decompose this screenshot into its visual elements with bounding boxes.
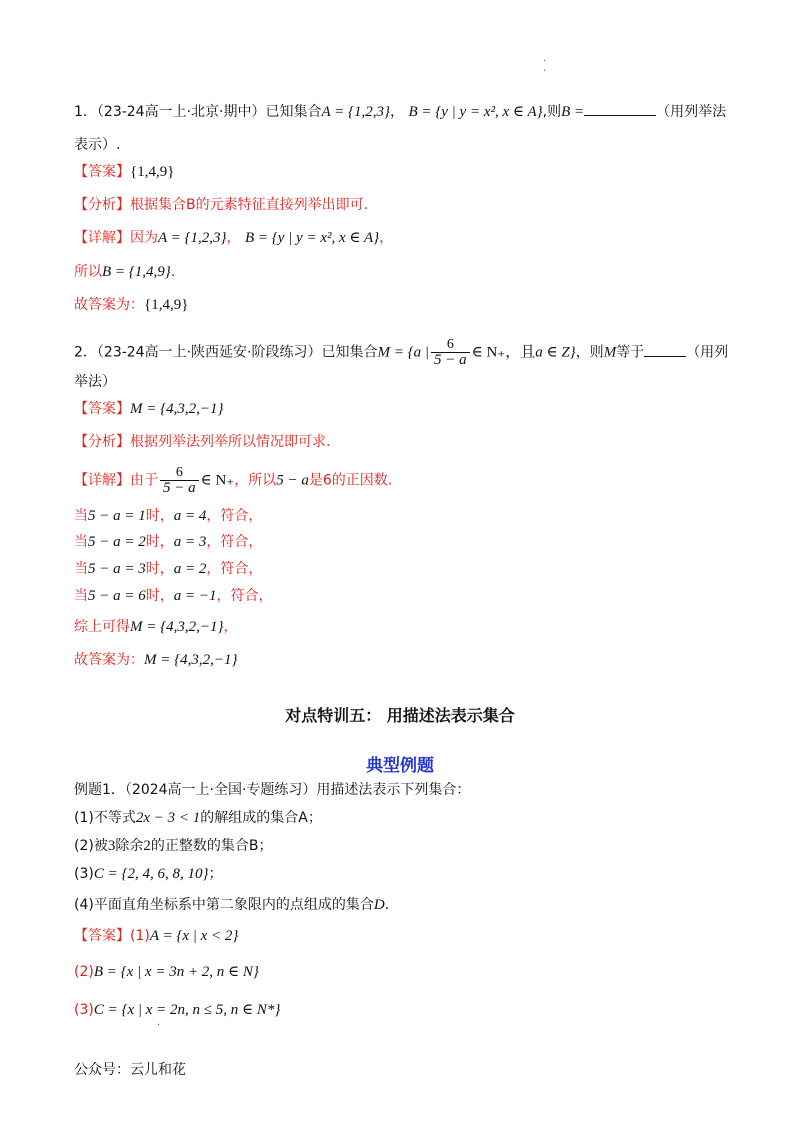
q2-case-2: 当5 − a = 2时，a = 3，符合， <box>74 534 263 550</box>
q1-analysis: 【分析】根据集合B的元素特征直接列举出即可. <box>74 197 369 213</box>
q1-final: 故答案为：{1,4,9} <box>74 297 189 313</box>
q1-stem-line2: 表示）. <box>74 137 121 153</box>
answer-blank <box>584 115 656 116</box>
q2-fraction: $\frac{6}{5 - a}$ <box>431 337 470 368</box>
footer-wechat: 公众号：云儿和花 <box>74 1062 186 1078</box>
section-title: 对点特训五： 用描述法表示集合 <box>285 706 515 725</box>
q2-case-3: 当5 − a = 3时，a = 2，符合， <box>74 561 263 577</box>
stray-dot: · <box>543 66 547 77</box>
q2-final: 故答案为：M = {4,3,2,−1} <box>74 652 238 668</box>
q2-stem-line2: 举法） <box>74 374 116 390</box>
q1-set-b: B = {y | y = x², x ∈ A} <box>408 104 543 120</box>
example-item-1: (1)不等式2x − 3 < 1的解组成的集合A； <box>74 810 322 826</box>
q1-detail: 【详解】因为A = {1,2,3}， B = {y | y = x², x ∈ A}， <box>74 230 394 246</box>
q2-detail: 【详解】由于 $\frac{6}{5 - a}$ ∈ N₊，所以5 − a是6的正因数. <box>74 465 393 496</box>
example-item-4: (4)平面直角坐标系中第二象限内的点组成的集合D． <box>74 897 399 913</box>
q1-so: 所以B = {1,4,9}. <box>74 264 176 280</box>
q2-analysis: 【分析】根据列举法列举所以情况即可求. <box>74 434 331 450</box>
example-answer-1: 【答案】(1)A = {x | x < 2} <box>74 928 239 944</box>
q2-answer: 【答案】M = {4,3,2,−1} <box>74 401 224 417</box>
example-item-3: (3)C = {2, 4, 6, 8, 10}； <box>74 866 223 882</box>
stray-dot: · <box>157 1020 161 1031</box>
stray-dot: · <box>543 56 547 67</box>
example-intro: 例题1．（2024高一上·全国·专题练习）用描述法表示下列集合： <box>74 782 471 798</box>
q2-summary: 综上可得M = {4,3,2,−1}， <box>74 619 238 635</box>
q1-set-a: A = {1,2,3} <box>321 104 391 120</box>
answer-blank <box>644 356 686 357</box>
q1-answer: 【答案】{1,4,9} <box>74 164 175 180</box>
example-item-2: (2)被3除余2的正整数的集合B； <box>74 838 273 854</box>
example-answer-2: (2)B = {x | x = 3n + 2, n ∈ N} <box>74 964 259 980</box>
example-answer-3: (3)C = {x | x = 2n, n ≤ 5, n ∈ N*} <box>74 1002 281 1018</box>
q2-detail-fraction: $\frac{6}{5 - a}$ <box>160 465 199 496</box>
q2-case-1: 当5 − a = 1时，a = 4，符合， <box>74 508 263 524</box>
q1-stem-line1: 1．（23-24高一上·北京·期中）已知集合A = {1,2,3}， B = {y | y = x², x ∈ A},则B = （用列举法 <box>74 104 727 120</box>
q2-stem-line1: 2．（23-24高一上·陕西延安·阶段练习）已知集合M = {a | $\frac{6}{5 - a}$ ∈ N₊，且a ∈ Z}，则M等于 （用列 <box>74 337 729 368</box>
section-subtitle: 典型例题 <box>366 756 434 776</box>
q2-case-4: 当5 − a = 6时，a = −1，符合， <box>74 588 273 604</box>
